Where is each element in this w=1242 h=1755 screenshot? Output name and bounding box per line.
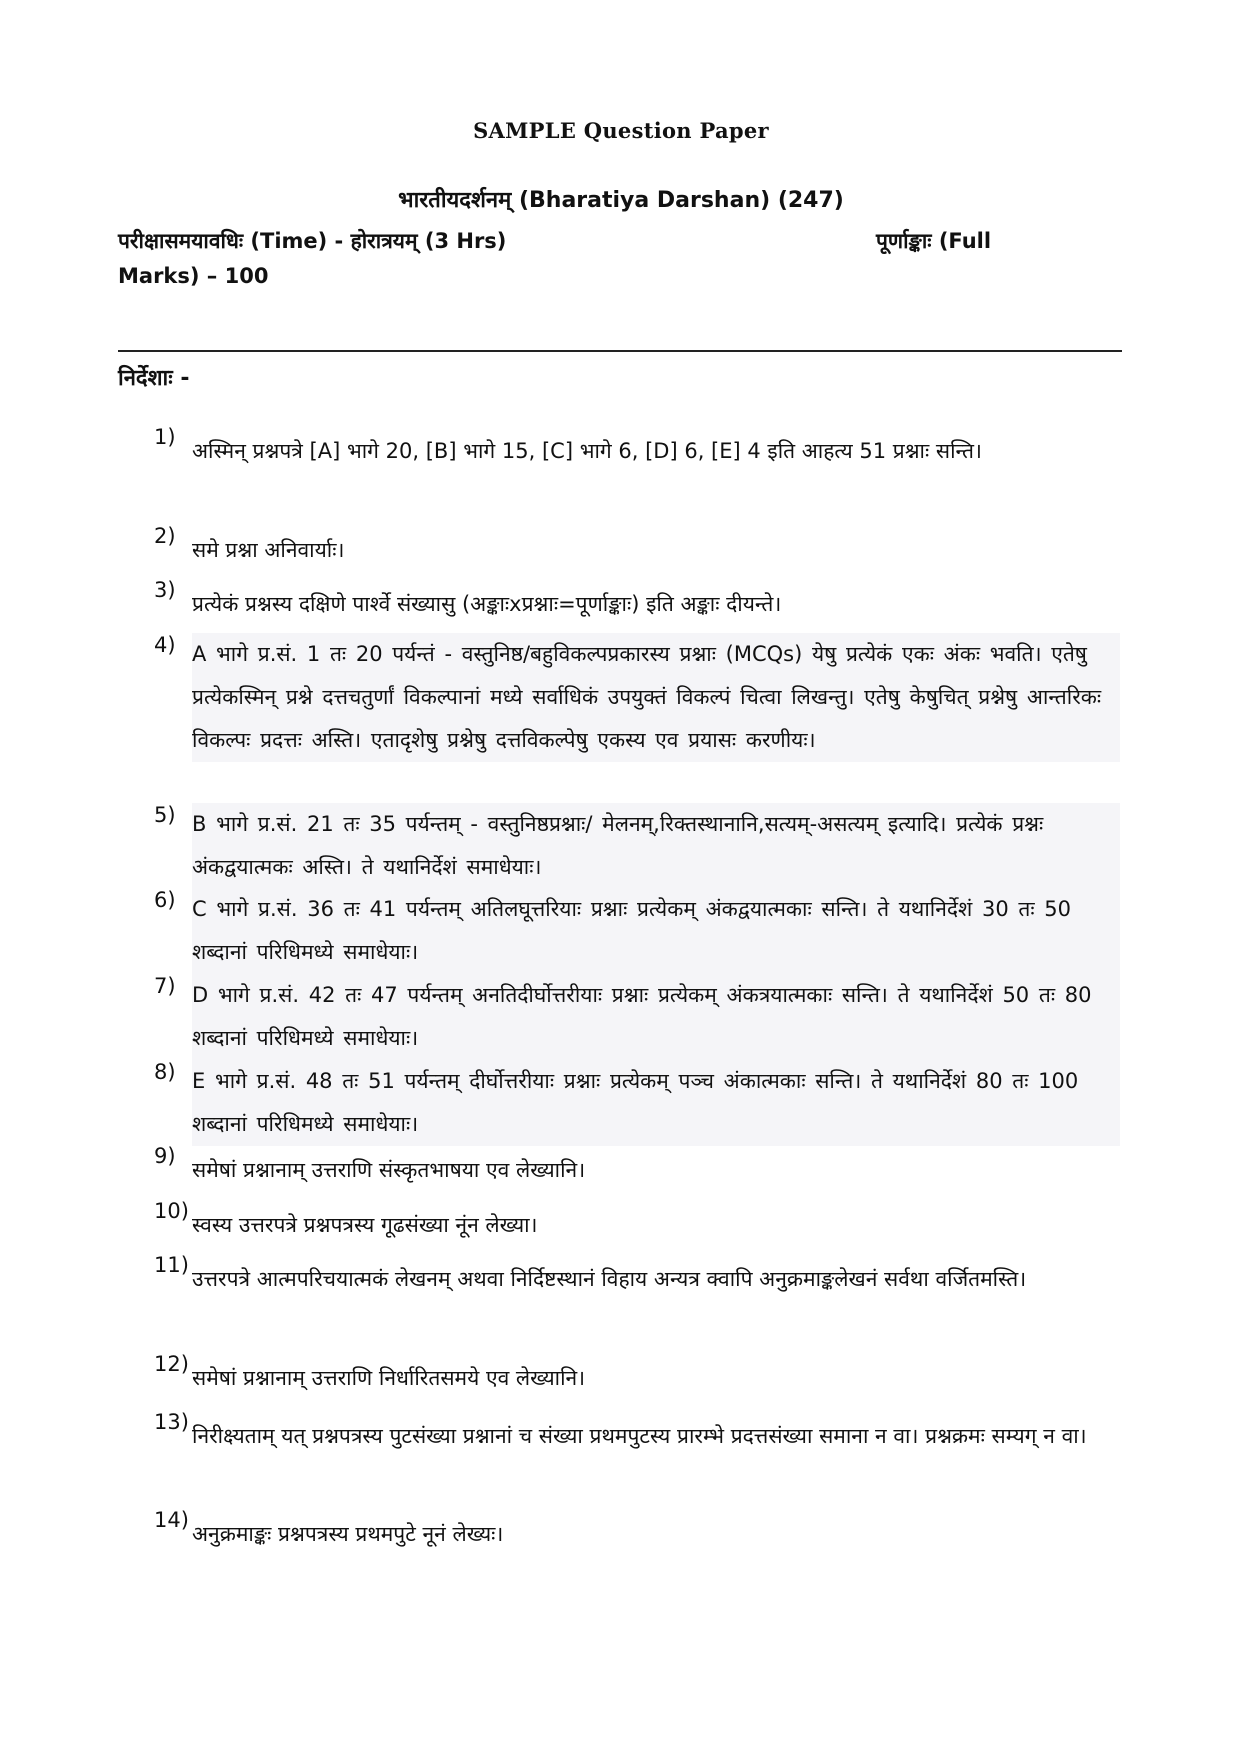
instruction-item (154, 803, 1120, 889)
instruction-text: स्वस्य उत्तरपत्रे प्रश्नपत्रस्य गूढसंख्या नूंन लेख्या। (192, 1213, 538, 1237)
instruction-item (154, 524, 1120, 576)
instruction-number: 14) (154, 1508, 189, 1532)
paper-title: SAMPLE Question Paper (473, 118, 769, 143)
full-marks-value: Marks) – 100 (118, 264, 269, 288)
horizontal-divider (118, 350, 1122, 352)
instruction-text: C भागे प्र.सं. 36 तः 41 पर्यन्तम् अतिलघूत्तरियाः प्रश्नाः प्रत्येकम् अंकद्वयात्मकाः सन्ति। ते यथानिर्देशं 30 तः 50 शब्दानां परिधिमध्ये समाधेयाः। (192, 888, 1120, 974)
instruction-number: 4) (154, 633, 176, 657)
instruction-number: 11) (154, 1253, 189, 1277)
instruction-text: समेषां प्रश्नानाम् उत्तराणि निर्धारितसमये एव लेख्यानि। (192, 1366, 586, 1390)
instruction-item (154, 633, 1120, 762)
instruction-item (154, 888, 1120, 974)
instruction-number: 8) (154, 1060, 176, 1084)
instruction-item (154, 1060, 1120, 1146)
instruction-number: 6) (154, 888, 176, 912)
instruction-number: 9) (154, 1144, 176, 1168)
instruction-item (154, 1253, 1120, 1305)
instruction-text: समेषां प्रश्नानाम् उत्तराणि संस्कृतभाषया एव लेख्यानि। (192, 1158, 586, 1182)
instruction-text: अस्मिन् प्रश्नपत्रे [A] भागे 20, [B] भागे 15, [C] भागे 6, [D] 6, [E] 4 इति आहत्य 51 प्रश्नाः सन्ति। (192, 439, 982, 463)
instruction-item (154, 1508, 1120, 1560)
instruction-text: A भागे प्र.सं. 1 तः 20 पर्यन्तं - वस्तुनिष्ठ/बहुविकल्पप्रकारस्य प्रश्नाः (MCQs) येषु प्रत्येकं एकः अंकः भवति। एतेषु प्रत्येकस्मिन् प्रश्ने दत्तचतुर्णां विकल्पानां मध्ये सर्वाधिकं उपयुक्तं विकल्पं चित्वा लिखन्तु। एतेषु केषुचित् प्रश्नेषु आन्तरिकः विकल्पः प्रदत्तः अस्ति। एतादृशेषु प्रश्नेषु दत्तविकल्पेषु एकस्य एव प्रयासः करणीयः। (192, 633, 1120, 762)
instruction-number: 2) (154, 524, 176, 548)
instruction-item (154, 974, 1120, 1060)
instruction-item (154, 578, 1120, 630)
instruction-item (154, 1352, 1120, 1404)
instruction-text: निरीक्ष्यताम् यत् प्रश्नपत्रस्य पुटसंख्या प्रश्नानां च संख्या प्रथमपुटस्य प्रारम्भे प्रदत्तसंख्या समाना न वा। प्रश्नक्रमः सम्यग् न वा। (192, 1424, 1087, 1448)
subject-heading: भारतीयदर्शनम् (Bharatiya Darshan) (247) (398, 188, 844, 213)
instruction-number: 12) (154, 1352, 189, 1376)
instruction-text: D भागे प्र.सं. 42 तः 47 पर्यन्तम् अनतिदीर्घोत्तरीयाः प्रश्नाः प्रत्येकम् अंकत्रयात्मकाः सन्ति। ते यथानिर्देशं 50 तः 80 शब्दानां परिधिमध्ये समाधेयाः। (192, 974, 1120, 1060)
instruction-text: प्रत्येकं प्रश्नस्य दक्षिणे पार्श्वे संख्यासु (अङ्काःxप्रश्नाः=पूर्णाङ्काः) इति अङ्काः दीयन्ते। (192, 592, 782, 616)
instruction-text: B भागे प्र.सं. 21 तः 35 पर्यन्तम् - वस्तुनिष्ठप्रश्नाः/ मेलनम्,रिक्तस्थानानि,सत्यम्-असत्यम् इत्यादि। प्रत्येकं प्रश्नः अंकद्वयात्मकः अस्ति। ते यथानिर्देशं समाधेयाः। (192, 803, 1120, 889)
instruction-item (154, 425, 1120, 477)
instruction-number: 10) (154, 1199, 189, 1223)
full-marks-label: पूर्णाङ्काः (Full (876, 229, 992, 253)
instruction-text: उत्तरपत्रे आत्मपरिचयात्मकं लेखनम् अथवा निर्दिष्टस्थानं विहाय अन्यत्र क्वापि अनुक्रमाङ्कलेखनं सर्वथा वर्जितमस्ति। (192, 1267, 1027, 1291)
instruction-number: 13) (154, 1410, 189, 1434)
instruction-item (154, 1144, 1120, 1196)
instruction-text: समे प्रश्ना अनिवार्याः। (192, 538, 345, 562)
instruction-number: 3) (154, 578, 176, 602)
instruction-item (154, 1199, 1120, 1251)
instruction-text: E भागे प्र.सं. 48 तः 51 पर्यन्तम् दीर्घोत्तरीयाः प्रश्नाः प्रत्येकम् पञ्च अंकात्मकाः सन्ति। ते यथानिर्देशं 80 तः 100 शब्दानां परिधिमध्ये समाधेयाः। (192, 1060, 1120, 1146)
instruction-number: 7) (154, 974, 176, 998)
instruction-number: 5) (154, 803, 176, 827)
instructions-heading: निर्देशाः - (118, 366, 190, 391)
instruction-text: अनुक्रमाङ्कः प्रश्नपत्रस्य प्रथमपुटे नूनं लेख्यः। (192, 1522, 504, 1546)
time-duration: परीक्षासमयावधिः (Time) - होरात्रयम् (3 Hrs) (118, 229, 507, 253)
instruction-number: 1) (154, 425, 176, 449)
instruction-item (154, 1410, 1120, 1462)
